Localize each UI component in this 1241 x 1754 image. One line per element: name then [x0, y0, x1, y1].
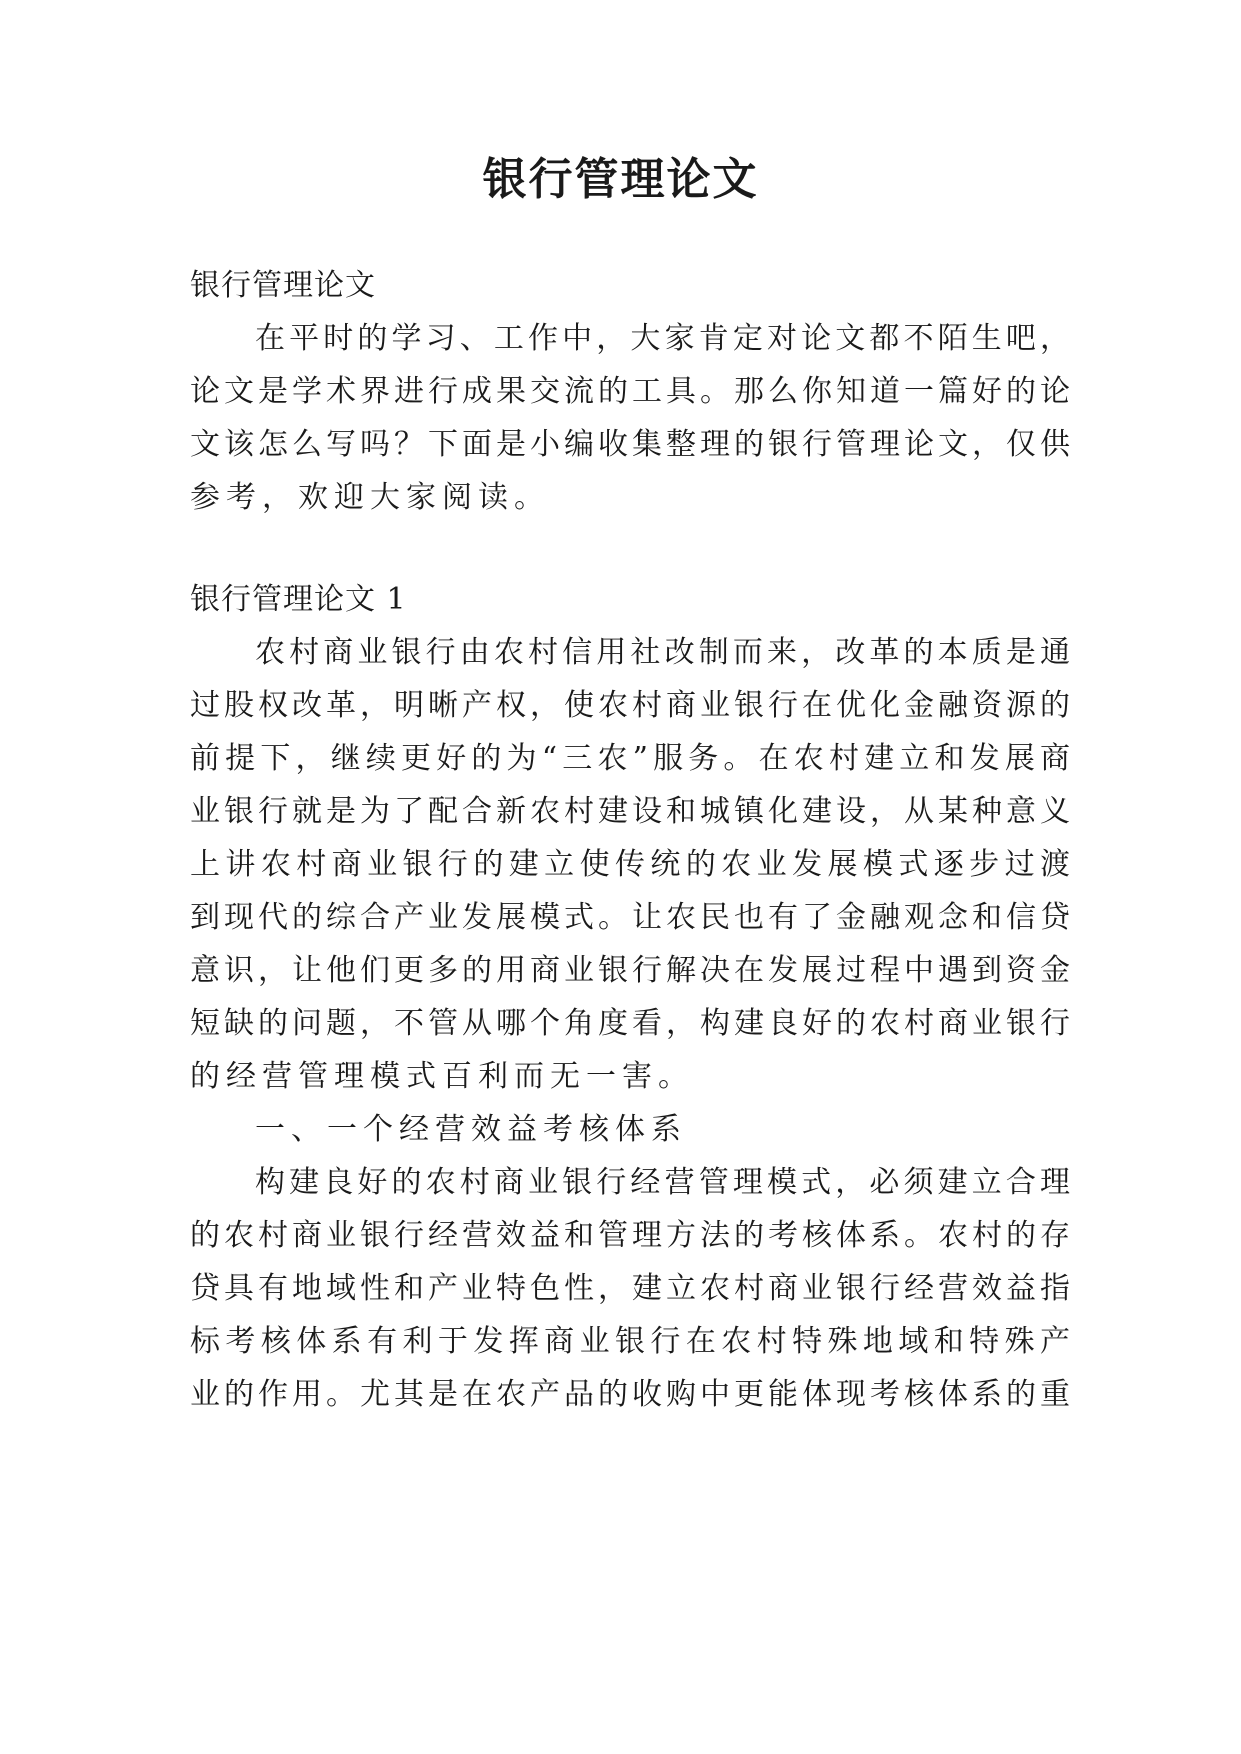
section1-para1-line-5: 上讲农村商业银行的建立使传统的农业发展模式逐步过渡: [190, 847, 1070, 882]
intro-line-3: 文该怎么写吗？下面是小编收集整理的银行管理论文，仅供: [190, 427, 1070, 462]
section1-para1-line-4: 业银行就是为了配合新农村建设和城镇化建设，从某种意义: [190, 794, 1070, 829]
section1-heading: 银行管理论文 1: [190, 582, 407, 617]
intro-line-2: 论文是学术界进行成果交流的工具。那么你知道一篇好的论: [190, 374, 1070, 409]
section1-para2-line-5: 业的作用。尤其是在农产品的收购中更能体现考核体系的重: [190, 1377, 1070, 1412]
subheading-1: 一、一个经营效益考核体系: [255, 1112, 687, 1147]
document-title: 银行管理论文: [482, 154, 759, 205]
section1-para2-line-4: 标考核体系有利于发挥商业银行在农村特殊地域和特殊产: [190, 1324, 1070, 1359]
section1-para1-line-9: 的经营管理模式百利而无一害。: [190, 1059, 694, 1094]
section1-para1-line-3: 前提下，继续更好的为“三农”服务。在农村建立和发展商: [190, 741, 1070, 776]
section1-para1-line-1: 农村商业银行由农村信用社改制而来，改革的本质是通: [255, 635, 1070, 670]
intro-line-4: 参考，欢迎大家阅读。: [190, 480, 550, 515]
section1-para1-line-2: 过股权改革，明晰产权，使农村商业银行在优化金融资源的: [190, 688, 1070, 723]
intro-line-1: 在平时的学习、工作中，大家肯定对论文都不陌生吧，: [255, 321, 1070, 356]
section1-para2-line-2: 的农村商业银行经营效益和管理方法的考核体系。农村的存: [190, 1218, 1070, 1253]
section1-para1-line-6: 到现代的综合产业发展模式。让农民也有了金融观念和信贷: [190, 900, 1070, 935]
section1-para1-line-8: 短缺的问题，不管从哪个角度看，构建良好的农村商业银行: [190, 1006, 1070, 1041]
section1-para2-line-3: 贷具有地域性和产业特色性，建立农村商业银行经营效益指: [190, 1271, 1070, 1306]
intro-heading: 银行管理论文: [190, 268, 376, 303]
section1-para1-line-7: 意识，让他们更多的用商业银行解决在发展过程中遇到资金: [190, 953, 1070, 988]
section1-para2-line-1: 构建良好的农村商业银行经营管理模式，必须建立合理: [255, 1165, 1070, 1200]
